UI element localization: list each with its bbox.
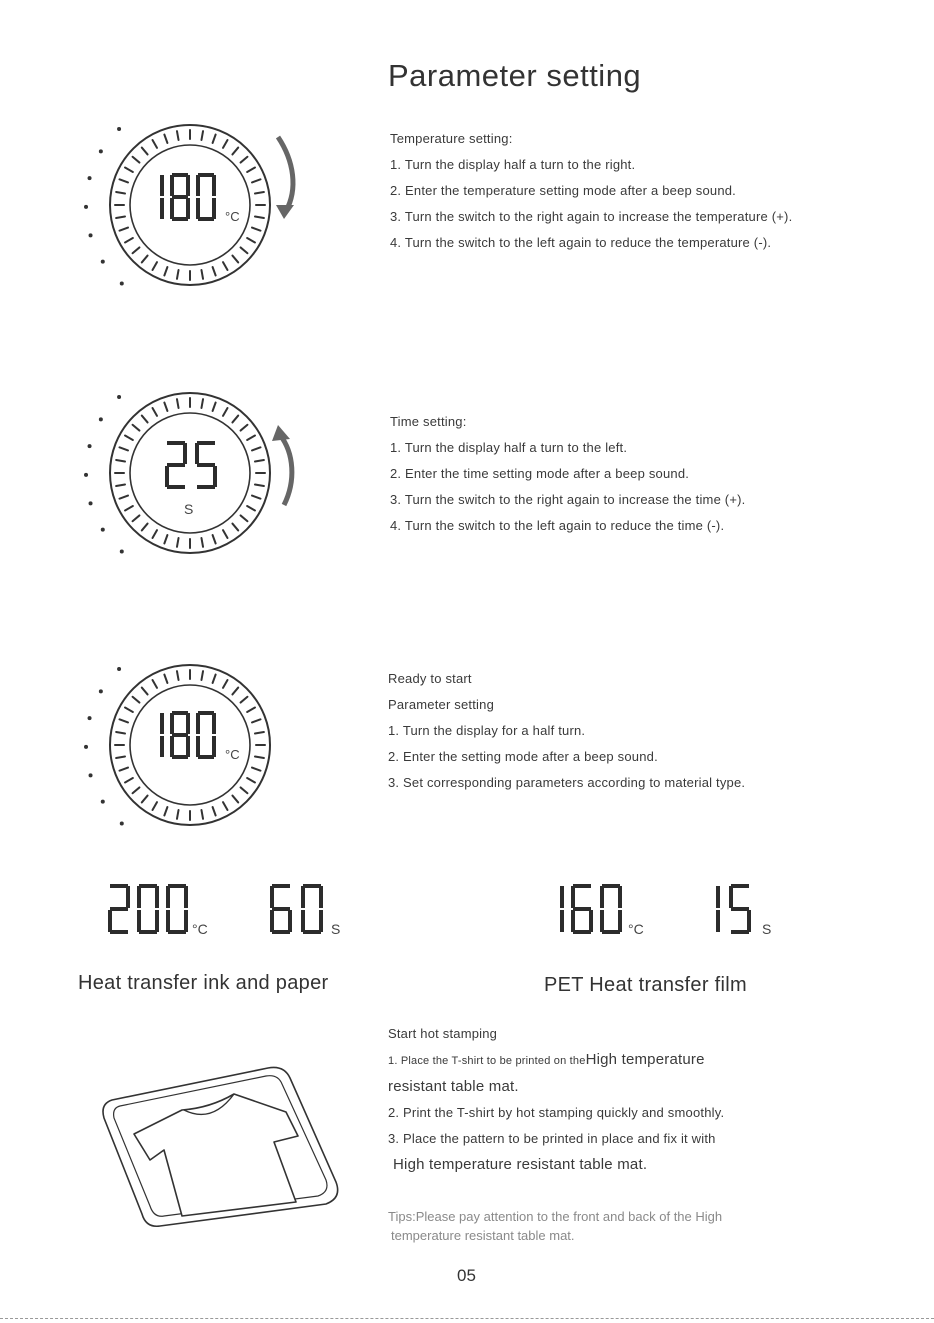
dial-tick <box>120 447 128 450</box>
dial-tick <box>223 680 228 688</box>
lcd-segment <box>160 736 164 757</box>
dial-tick <box>213 535 216 543</box>
time-heading: Time setting: <box>390 414 467 429</box>
dial-dot <box>88 444 92 448</box>
time-dial-illustration <box>80 383 320 563</box>
dial-tick <box>201 671 203 680</box>
lcd-segment <box>160 198 164 219</box>
lcd-segment <box>731 907 749 911</box>
dial-tick <box>116 732 125 734</box>
dial-dot <box>88 716 92 720</box>
dial-tick <box>252 179 260 182</box>
dial-dot <box>99 149 103 153</box>
dial-ring <box>110 393 270 553</box>
dial-tick <box>125 238 133 243</box>
dial-tick <box>153 140 158 148</box>
lcd-segment <box>301 910 305 932</box>
lcd-segment <box>166 886 170 908</box>
lcd-segment <box>167 441 185 445</box>
lcd-segment <box>172 755 188 759</box>
lcd-segment <box>170 198 174 219</box>
dial-tick <box>153 802 158 810</box>
lcd-segment <box>172 217 188 221</box>
preset-temp-unit: °C <box>628 921 644 937</box>
temperature-dial-svg <box>80 115 320 295</box>
lcd-segment <box>137 886 141 908</box>
page-title: Parameter setting <box>388 58 642 93</box>
dial-dot <box>99 417 103 421</box>
dial-tick <box>213 675 216 683</box>
dial-tick <box>120 719 128 722</box>
preset-1-label: Heat transfer ink and paper <box>78 972 329 994</box>
dial-lcd-digits <box>165 441 217 489</box>
lcd-segment <box>166 910 170 932</box>
lcd-segment <box>172 733 188 737</box>
lcd-segment <box>212 198 216 219</box>
dial-tick <box>120 179 128 182</box>
lcd-segment <box>288 910 292 932</box>
lcd-segment <box>168 884 186 888</box>
dial-tick <box>213 403 216 411</box>
dial-tick <box>201 131 203 140</box>
dial-tick <box>142 148 148 155</box>
lcd-segment <box>747 910 751 932</box>
lcd-segment <box>184 910 188 932</box>
lcd-segment <box>731 930 749 934</box>
dial-tick <box>116 192 125 194</box>
lcd-segment <box>198 711 214 715</box>
dial-tick <box>120 496 128 499</box>
dial-tick <box>201 399 203 408</box>
dial-tick <box>153 262 158 270</box>
lcd-segment <box>731 884 749 888</box>
lcd-segment <box>272 907 290 911</box>
dial-dot <box>99 689 103 693</box>
lcd-segment <box>195 443 199 464</box>
lcd-segment <box>716 886 720 908</box>
lcd-segment <box>573 884 591 888</box>
dial-tick <box>142 256 148 263</box>
dial-tick <box>232 796 238 803</box>
dial-tick <box>142 416 148 423</box>
dial-tick <box>252 228 260 231</box>
lcd-segment <box>183 443 187 464</box>
dial-dot <box>101 800 105 804</box>
preset-1-display <box>104 880 364 940</box>
lcd-segment <box>198 173 214 177</box>
dial-tick <box>125 506 133 511</box>
dial-dot <box>84 473 88 477</box>
lcd-segment <box>618 886 622 908</box>
lcd-segment <box>270 886 274 908</box>
dial-lcd-digits <box>160 711 216 759</box>
dial-tick <box>164 807 167 815</box>
lcd-segment <box>172 173 188 177</box>
temperature-step-1: 1. Turn the display half a turn to the right. <box>390 157 636 172</box>
dial-dot <box>117 395 121 399</box>
preset-temp-unit: °C <box>192 921 208 937</box>
stamping-step-1-emphasis: High temperature <box>585 1051 705 1068</box>
stamping-step-3: 3. Place the pattern to be printed in place and fix it with <box>388 1131 716 1146</box>
dial-tick <box>164 675 167 683</box>
lcd-segment <box>272 930 290 934</box>
dial-tick <box>247 506 255 511</box>
dial-tick <box>153 680 158 688</box>
ready-step-3: 3. Set corresponding parameters according to material type. <box>388 775 746 790</box>
lcd-segment <box>573 907 591 911</box>
dial-tick <box>247 168 255 173</box>
lcd-segment <box>139 884 157 888</box>
page-number: 05 <box>457 1266 476 1285</box>
dial-tick <box>177 810 179 819</box>
dial-tick <box>116 216 125 218</box>
preset-time-unit: S <box>331 921 341 937</box>
lcd-segment <box>184 886 188 908</box>
preset-time-digits <box>716 884 751 934</box>
dial-tick <box>142 688 148 695</box>
dial-tick <box>252 768 260 771</box>
lcd-segment <box>110 907 128 911</box>
time-instructions <box>390 409 745 539</box>
arrow-head-up-icon <box>272 425 290 441</box>
dial-tick <box>133 787 140 793</box>
dial-tick <box>255 216 264 218</box>
dial-dot <box>89 501 93 505</box>
lcd-segment <box>589 910 593 932</box>
dial-tick <box>223 140 228 148</box>
lcd-segment <box>160 713 164 734</box>
time-step-1: 1. Turn the display half a turn to the left. <box>390 440 628 455</box>
preset-2-label: PET Heat transfer film <box>544 974 747 996</box>
lcd-segment <box>110 884 128 888</box>
lcd-segment <box>196 736 200 757</box>
preset-2-lcd-svg <box>554 880 814 940</box>
stamping-heading: Start hot stamping <box>388 1026 498 1041</box>
preset-temperature-digits <box>560 884 622 934</box>
dial-unit: °C <box>225 747 240 762</box>
dial-tick <box>213 135 216 143</box>
lcd-segment <box>600 886 604 908</box>
dial-tick <box>120 768 128 771</box>
counterclockwise-arrow-icon <box>280 435 292 505</box>
dial-tick <box>252 496 260 499</box>
dial-tick <box>201 810 203 819</box>
dial-tick <box>164 403 167 411</box>
dial-tick <box>177 399 179 408</box>
dial-lcd-digits <box>160 173 216 221</box>
dial-tick <box>116 484 125 486</box>
lcd-segment <box>186 175 190 196</box>
lcd-segment <box>197 485 215 489</box>
dial-tick <box>252 719 260 722</box>
lcd-segment <box>571 910 575 932</box>
dial-tick <box>164 135 167 143</box>
lcd-segment <box>560 910 564 932</box>
clockwise-arrow-icon <box>278 137 293 211</box>
dial-tick <box>241 515 248 521</box>
dial-tick <box>153 408 158 416</box>
lcd-segment <box>172 711 188 715</box>
lcd-segment <box>213 466 217 487</box>
dial-tick <box>223 530 228 538</box>
dial-tick <box>116 460 125 462</box>
temperature-heading: Temperature setting: <box>390 131 513 146</box>
dial-tick <box>232 148 238 155</box>
lcd-segment <box>110 930 128 934</box>
dial-dot <box>89 773 93 777</box>
dial-tick <box>164 267 167 275</box>
dial-tick <box>201 270 203 279</box>
dial-dot <box>101 260 105 264</box>
lcd-segment <box>716 910 720 932</box>
preset-2-display <box>554 880 814 940</box>
lcd-segment <box>197 463 215 467</box>
dial-tick <box>232 256 238 263</box>
dial-tick <box>255 460 264 462</box>
preset-time-unit: S <box>762 921 772 937</box>
time-step-4: 4. Turn the switch to the left again to reduce the time (-). <box>390 518 725 533</box>
dial-dot <box>120 281 124 285</box>
tshirt-on-mat-illustration <box>100 1060 350 1230</box>
ready-subheading: Parameter setting <box>388 697 495 712</box>
stamping-step-1 <box>388 1047 724 1074</box>
dial-dot <box>120 549 124 553</box>
dial-tick <box>232 524 238 531</box>
dial-tick <box>125 708 133 713</box>
time-step-2: 2. Enter the time setting mode after a beep sound. <box>390 466 690 481</box>
tips-note <box>388 1207 722 1245</box>
dial-tick <box>241 157 248 163</box>
lcd-segment <box>170 736 174 757</box>
temperature-instructions <box>390 126 792 256</box>
lcd-segment <box>319 910 323 932</box>
lcd-segment <box>155 886 159 908</box>
lcd-segment <box>301 886 305 908</box>
dial-tick <box>223 408 228 416</box>
dial-dot <box>84 205 88 209</box>
lcd-segment <box>170 175 174 196</box>
ready-step-2: 2. Enter the setting mode after a beep sound. <box>388 749 658 764</box>
tips-line-2: temperature resistant table mat. <box>391 1228 575 1243</box>
dial-dot <box>117 667 121 671</box>
dial-tick <box>213 807 216 815</box>
lcd-segment <box>167 485 185 489</box>
dial-dot <box>88 176 92 180</box>
lcd-segment <box>571 886 575 908</box>
lcd-segment <box>198 755 214 759</box>
dial-tick <box>223 262 228 270</box>
preset-1-lcd-svg <box>104 880 364 940</box>
lcd-segment <box>160 175 164 196</box>
lcd-segment <box>618 910 622 932</box>
preset-temperature-digits <box>108 884 188 934</box>
dial-dot <box>84 745 88 749</box>
dial-outer-circle <box>110 393 270 553</box>
lcd-segment <box>167 463 185 467</box>
dial-tick <box>116 756 125 758</box>
lcd-segment <box>270 910 274 932</box>
lcd-segment <box>137 910 141 932</box>
ready-step-1: 1. Turn the display for a half turn. <box>388 723 586 738</box>
lcd-segment <box>155 910 159 932</box>
lcd-segment <box>212 713 216 734</box>
page-bottom-divider <box>0 1318 934 1319</box>
ready-dial-illustration <box>80 655 320 835</box>
lcd-segment <box>212 175 216 196</box>
preset-time-digits <box>270 884 323 934</box>
dial-tick <box>153 530 158 538</box>
dial-tick <box>255 192 264 194</box>
dial-tick <box>247 436 255 441</box>
lcd-segment <box>170 713 174 734</box>
lcd-segment <box>602 930 620 934</box>
dial-tick <box>232 688 238 695</box>
dial-tick <box>232 416 238 423</box>
lcd-segment <box>168 930 186 934</box>
dial-unit: S <box>184 501 194 517</box>
lcd-segment <box>186 736 190 757</box>
dial-tick <box>255 484 264 486</box>
lcd-segment <box>196 198 200 219</box>
dial-tick <box>133 247 140 253</box>
dial-tick <box>223 802 228 810</box>
dial-tick <box>255 756 264 758</box>
ready-instructions <box>388 666 745 796</box>
dial-tick <box>201 538 203 547</box>
dial-tick <box>247 778 255 783</box>
dial-tick <box>120 228 128 231</box>
temperature-step-2: 2. Enter the temperature setting mode after a beep sound. <box>390 183 736 198</box>
lcd-segment <box>126 886 130 908</box>
dial-dot <box>101 528 105 532</box>
lcd-segment <box>272 884 290 888</box>
dial-tick <box>213 267 216 275</box>
temperature-step-4: 4. Turn the switch to the left again to reduce the temperature (-). <box>390 235 772 250</box>
dial-tick <box>133 425 140 431</box>
lcd-segment <box>196 175 200 196</box>
dial-dot <box>120 821 124 825</box>
dial-tick <box>133 515 140 521</box>
dial-tick <box>125 168 133 173</box>
time-step-3: 3. Turn the switch to the right again to increase the time (+). <box>390 492 746 507</box>
lcd-segment <box>319 886 323 908</box>
lcd-segment <box>560 886 564 908</box>
temperature-dial-illustration <box>80 115 320 295</box>
dial-tick <box>142 524 148 531</box>
lcd-segment <box>198 217 214 221</box>
lcd-segment <box>172 195 188 199</box>
temperature-step-3: 3. Turn the switch to the right again to increase the temperature (+). <box>390 209 793 224</box>
dial-tick <box>255 732 264 734</box>
dial-tick <box>247 238 255 243</box>
lcd-segment <box>186 713 190 734</box>
lcd-segment <box>600 910 604 932</box>
arrow-head-down-icon <box>276 205 294 219</box>
dial-tick <box>177 671 179 680</box>
dial-tick <box>125 436 133 441</box>
lcd-segment <box>186 198 190 219</box>
dial-tick <box>241 425 248 431</box>
stamping-step-3-continued: High temperature resistant table mat. <box>393 1156 648 1173</box>
dial-tick <box>177 131 179 140</box>
lcd-segment <box>602 884 620 888</box>
stamping-instructions <box>388 1021 724 1178</box>
lcd-segment <box>165 466 169 487</box>
dial-tick <box>133 697 140 703</box>
time-dial-svg <box>80 383 320 563</box>
stamping-step-2: 2. Print the T-shirt by hot stamping quickly and smoothly. <box>388 1105 725 1120</box>
dial-tick <box>125 778 133 783</box>
dial-tick <box>241 697 248 703</box>
dial-tick <box>247 708 255 713</box>
ready-heading: Ready to start <box>388 671 472 686</box>
dial-tick <box>241 787 248 793</box>
dial-tick <box>164 535 167 543</box>
tshirt-mat-svg <box>100 1060 350 1230</box>
dial-dot <box>117 127 121 131</box>
lcd-segment <box>573 930 591 934</box>
lcd-segment <box>108 910 112 932</box>
stamping-step-1-prefix: 1. Place the T-shirt to be printed on the <box>388 1055 586 1067</box>
dial-tick <box>177 538 179 547</box>
lcd-segment <box>303 930 321 934</box>
lcd-segment <box>303 884 321 888</box>
dial-tick <box>241 247 248 253</box>
dial-tick <box>133 157 140 163</box>
dial-dot <box>89 233 93 237</box>
lcd-segment <box>212 736 216 757</box>
tips-line-1: Tips:Please pay attention to the front and back of the High <box>388 1209 723 1224</box>
lcd-segment <box>729 886 733 908</box>
lcd-segment <box>197 441 215 445</box>
dial-tick <box>252 447 260 450</box>
dial-tick <box>177 270 179 279</box>
lcd-segment <box>139 930 157 934</box>
ready-dial-svg <box>80 655 320 835</box>
stamping-step-1-continued: resistant table mat. <box>388 1078 519 1095</box>
lcd-segment <box>196 713 200 734</box>
dial-tick <box>142 796 148 803</box>
dial-unit: °C <box>225 209 240 224</box>
